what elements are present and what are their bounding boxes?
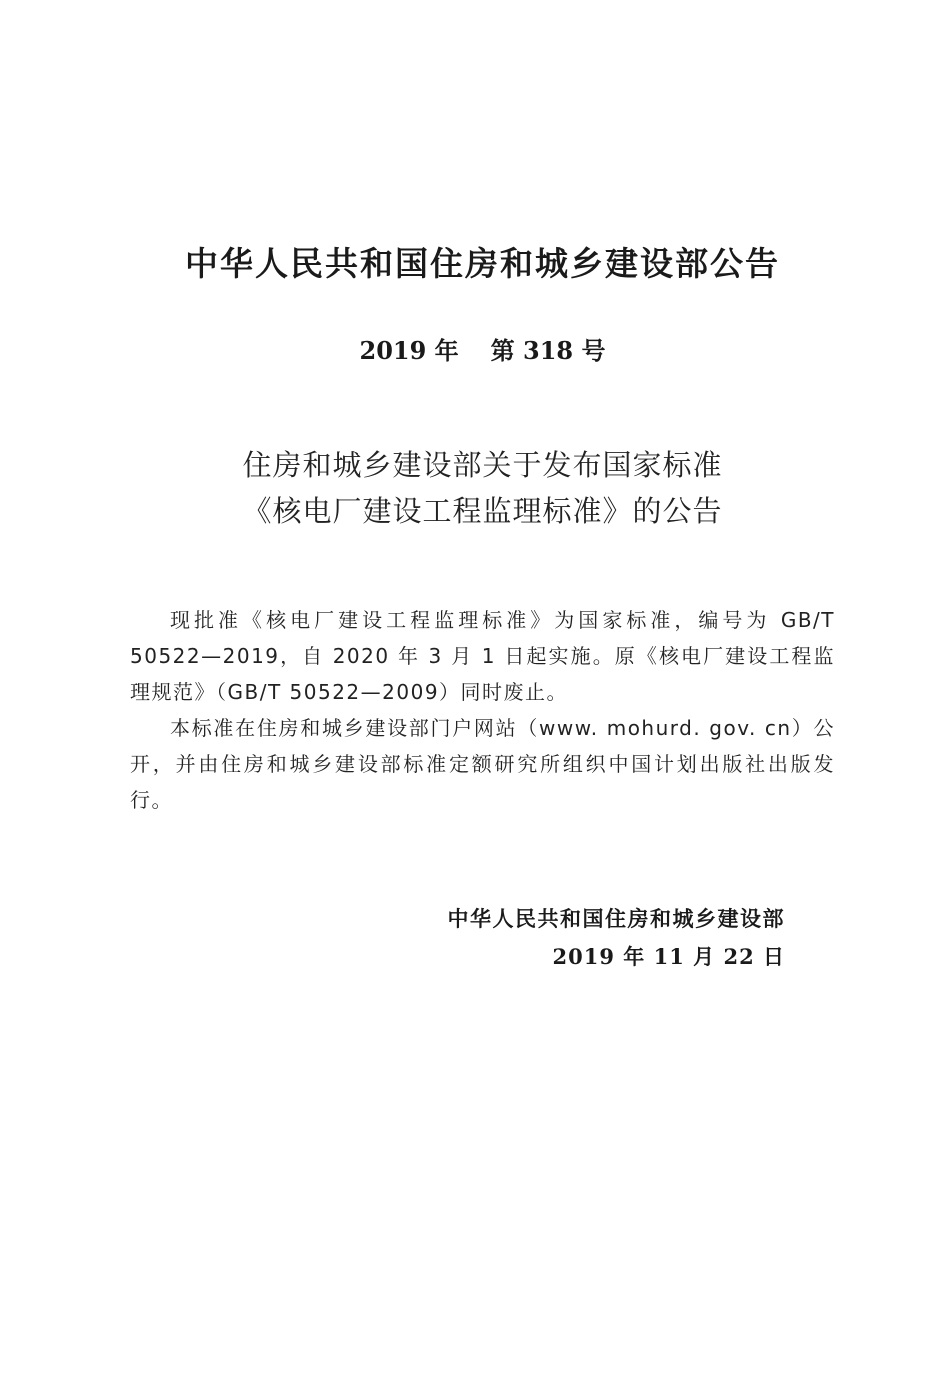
issuer-name: 中华人民共和国住房和城乡建设部 — [447, 907, 785, 931]
subtitle-line-1: 住房和城乡建设部关于发布国家标准 — [242, 448, 723, 482]
announcement-body — [130, 602, 835, 818]
body-paragraph-1: 现批准《核电厂建设工程监理标准》为国家标准，编号为 GB/T 50522—2019，自 2020 年 3 月 1 日起实施。原《核电厂建设工程监理规范》（GB/T 50522—2009）同时废止。 — [130, 608, 835, 704]
announcement-subtitle — [130, 442, 835, 534]
signature-block — [130, 900, 785, 976]
issue-year: 2019 年 — [359, 336, 459, 365]
announcement-title: 中华人民共和国住房和城乡建设部公告 — [185, 244, 780, 283]
issue-serial: 第 318 号 — [490, 336, 606, 365]
issue-date: 2019 年 11 月 22 日 — [552, 944, 785, 969]
body-paragraph-2: 本标准在住房和城乡建设部门户网站（www. mohurd. gov. cn）公开，并由住房和城乡建设部标准定额研究所组织中国计划出版社出版发行。 — [130, 716, 835, 812]
subtitle-line-2: 《核电厂建设工程监理标准》的公告 — [242, 494, 723, 528]
issue-number — [130, 334, 835, 368]
